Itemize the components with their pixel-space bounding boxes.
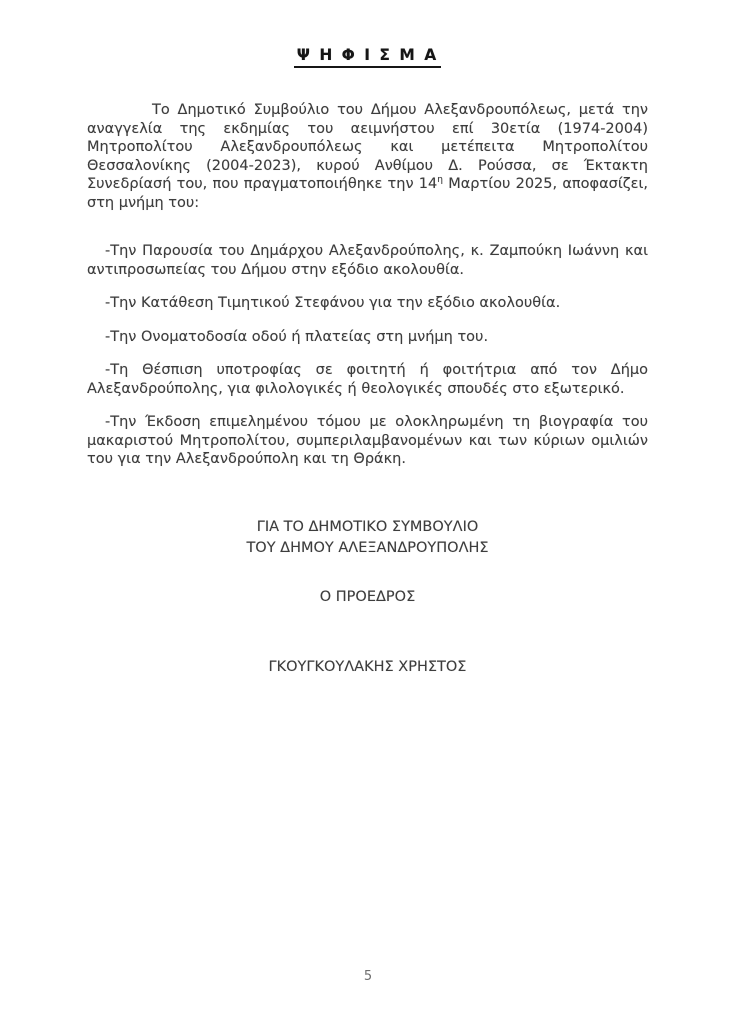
intro-paragraph <box>87 101 648 212</box>
resolution-item-wreath: -Την Κατάθεση Τιμητικού Στεφάνου για την εξόδιο ακολουθία. <box>105 295 561 311</box>
signature-block <box>87 517 648 678</box>
document-content <box>87 0 648 469</box>
document-title-text: Ψ Η Φ Ι Σ Μ Α <box>294 46 441 68</box>
signature-role: Ο ΠΡΟΕΔΡΟΣ <box>319 589 416 605</box>
resolution-item-scholarship: -Τη Θέσπιση υποτροφίας σε φοιτητή ή φοιτήτρια από τον Δήμο Αλεξανδρούπολης, για φιλολογικές ή θεολογικές σπουδές στο εξωτερικό. <box>87 362 648 397</box>
intro-text-after-superscript: Μαρτίου 2025, αποφασίζει, στη μνήμη του: <box>87 176 648 211</box>
resolutions-list <box>87 242 648 469</box>
signature-on-behalf-line-2: ΤΟΥ ΔΗΜΟΥ ΑΛΕΞΑΝΔΡΟΥΠΟΛΗΣ <box>246 540 489 556</box>
document-title <box>87 0 648 68</box>
resolution-item-street-naming: -Την Ονοματοδοσία οδού ή πλατείας στη μνήμη του. <box>105 328 489 345</box>
page-number: 5 <box>363 969 373 984</box>
signature-name: ΓΚΟΥΓΚΟΥΛΑΚΗΣ ΧΡΗΣΤΟΣ <box>268 659 467 675</box>
intro-text-before-superscript: Το Δημοτικό Συμβούλιο του Δήμου Αλεξανδρουπόλεως, μετά την αναγγελία της εκδημίας του αειμνήστου επί 30ετία (1974-2004) Μητροπολίτου Αλεξανδρουπόλεως και μετέπειτα Μητροπολίτου Θεσσαλονίκης (2004-2023), κυρού Ανθίμου Δ. Ρούσσα, σε Έκτακτη Συνεδρίασή του, που πραγματοποιήθηκε την 14 <box>87 102 648 192</box>
resolution-item-presence: -Την Παρουσία του Δημάρχου Αλεξανδρούπολης, κ. Ζαμπούκη Ιωάννη και αντιπροσωπείας του Δήμου στην εξόδιο ακολουθία. <box>87 243 648 278</box>
signature-on-behalf-line-1: ΓΙΑ ΤΟ ΔΗΜΟΤΙΚΟ ΣΥΜΒΟΥΛΙΟ <box>256 519 479 535</box>
resolution-item-biography-volume: -Την Έκδοση επιμελημένου τόμου με ολοκληρωμένη τη βιογραφία του μακαριστού Μητροπολίτου, συμπεριλαμβανομένων και των κύριων ομιλιών του για την Αλεξανδρούπολη και τη Θράκη. <box>87 414 648 467</box>
date-ordinal-superscript: η <box>437 175 443 186</box>
